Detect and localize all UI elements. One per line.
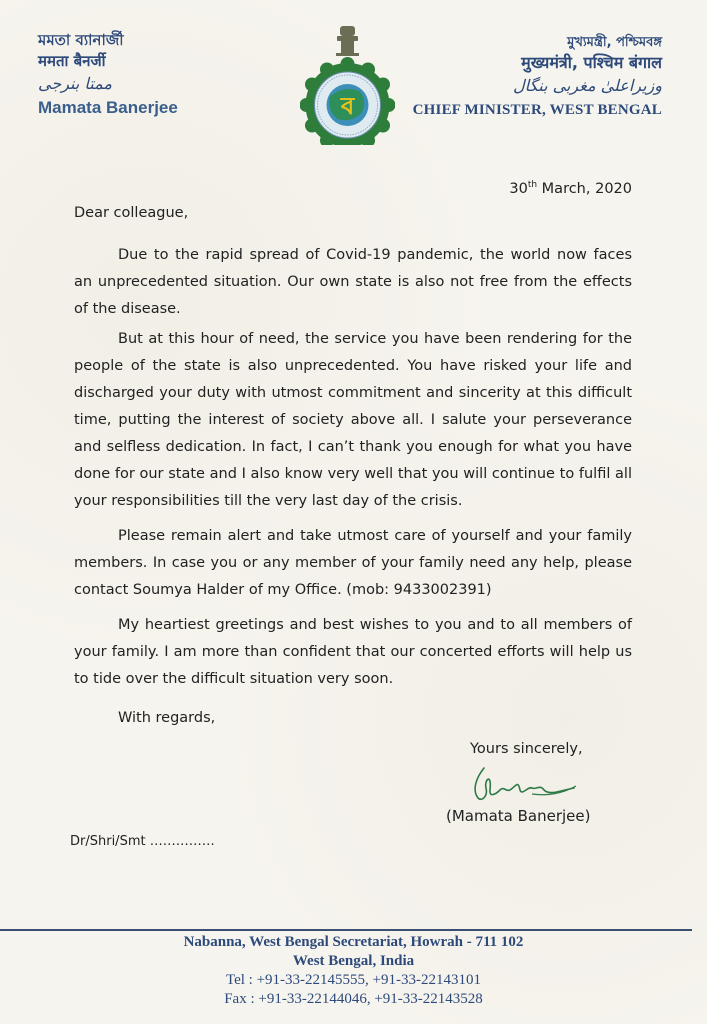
title-hindi: मुख्यमंत्री, पश्चिम बंगाल	[521, 53, 662, 72]
title-english: CHIEF MINISTER, WEST BENGAL	[412, 102, 662, 118]
letter-date	[509, 172, 632, 203]
letterhead-left	[38, 30, 178, 118]
name-bengali: মমতা ব্যানার্জী	[38, 31, 124, 49]
name-hindi: ममता बैनर्जी	[38, 52, 106, 70]
date-day: 30	[509, 180, 528, 197]
emblem-icon	[300, 20, 395, 145]
paragraph-4	[74, 612, 632, 693]
footer-divider	[0, 929, 692, 931]
date-rest: March, 2020	[537, 180, 632, 197]
state-emblem	[300, 20, 395, 145]
footer-fax: Fax : +91-33-22144046, +91-33-22143528	[224, 991, 483, 1007]
paragraph-text: My heartiest greetings and best wishes to you and to all members of your family. I am more than confident that our concerted efforts will help us to tide over the difficult situation very soon.	[74, 617, 632, 687]
signatory-name: (Mamata Banerjee)	[446, 807, 591, 825]
recipient-line: Dr/Shri/Smt ……………	[70, 834, 215, 849]
closing: Yours sincerely,	[470, 741, 583, 757]
footer-tel: Tel : +91-33-22145555, +91-33-22143101	[225, 972, 481, 988]
paragraph-1	[74, 242, 632, 323]
name-english: Mamata Banerjee	[38, 98, 178, 117]
letterhead-right	[413, 34, 662, 119]
title-urdu: وزیراعلیٰ مغربی بنگال	[512, 76, 662, 95]
paragraph-text: Please remain alert and take utmost care of yourself and your family members. In case you or any member of your family need any help, please contact Soumya Halder of my Office. (mob: 9433002391)	[74, 528, 632, 598]
svg-text:ব: ব	[340, 92, 355, 120]
name-urdu: ممتا بنرجی	[38, 74, 112, 93]
salutation: Dear colleague,	[74, 205, 189, 221]
paragraph-text: Due to the rapid spread of Covid-19 pandemic, the world now faces an unprecedented situation. Our own state is also not free from the effects of the disease.	[74, 247, 632, 317]
footer-address-2: West Bengal, India	[292, 953, 415, 969]
paragraph-text: But at this hour of need, the service you have been rendering for the people of the state is also unprecedented. You have risked your life and discharged your duty with utmost commitment and sincerity at this difficult time, putting the interest of society above all. I salute your perseverance and selfless dedication. In fact, I can’t thank you enough for what you have done for our state and I also know very well that you will continue to fulfil all your responsibilities till the very last day of the crisis.	[74, 331, 632, 509]
paragraph-3	[74, 523, 632, 604]
regards: With regards,	[118, 710, 216, 726]
footer	[0, 933, 707, 1009]
paragraph-2	[74, 326, 632, 515]
footer-address-1: Nabanna, West Bengal Secretariat, Howrah - 711 102	[183, 934, 524, 950]
title-bengali: মুখ্যমন্ত্রী, পশ্চিমবঙ্গ	[567, 35, 662, 50]
date-suffix: th	[527, 180, 538, 190]
